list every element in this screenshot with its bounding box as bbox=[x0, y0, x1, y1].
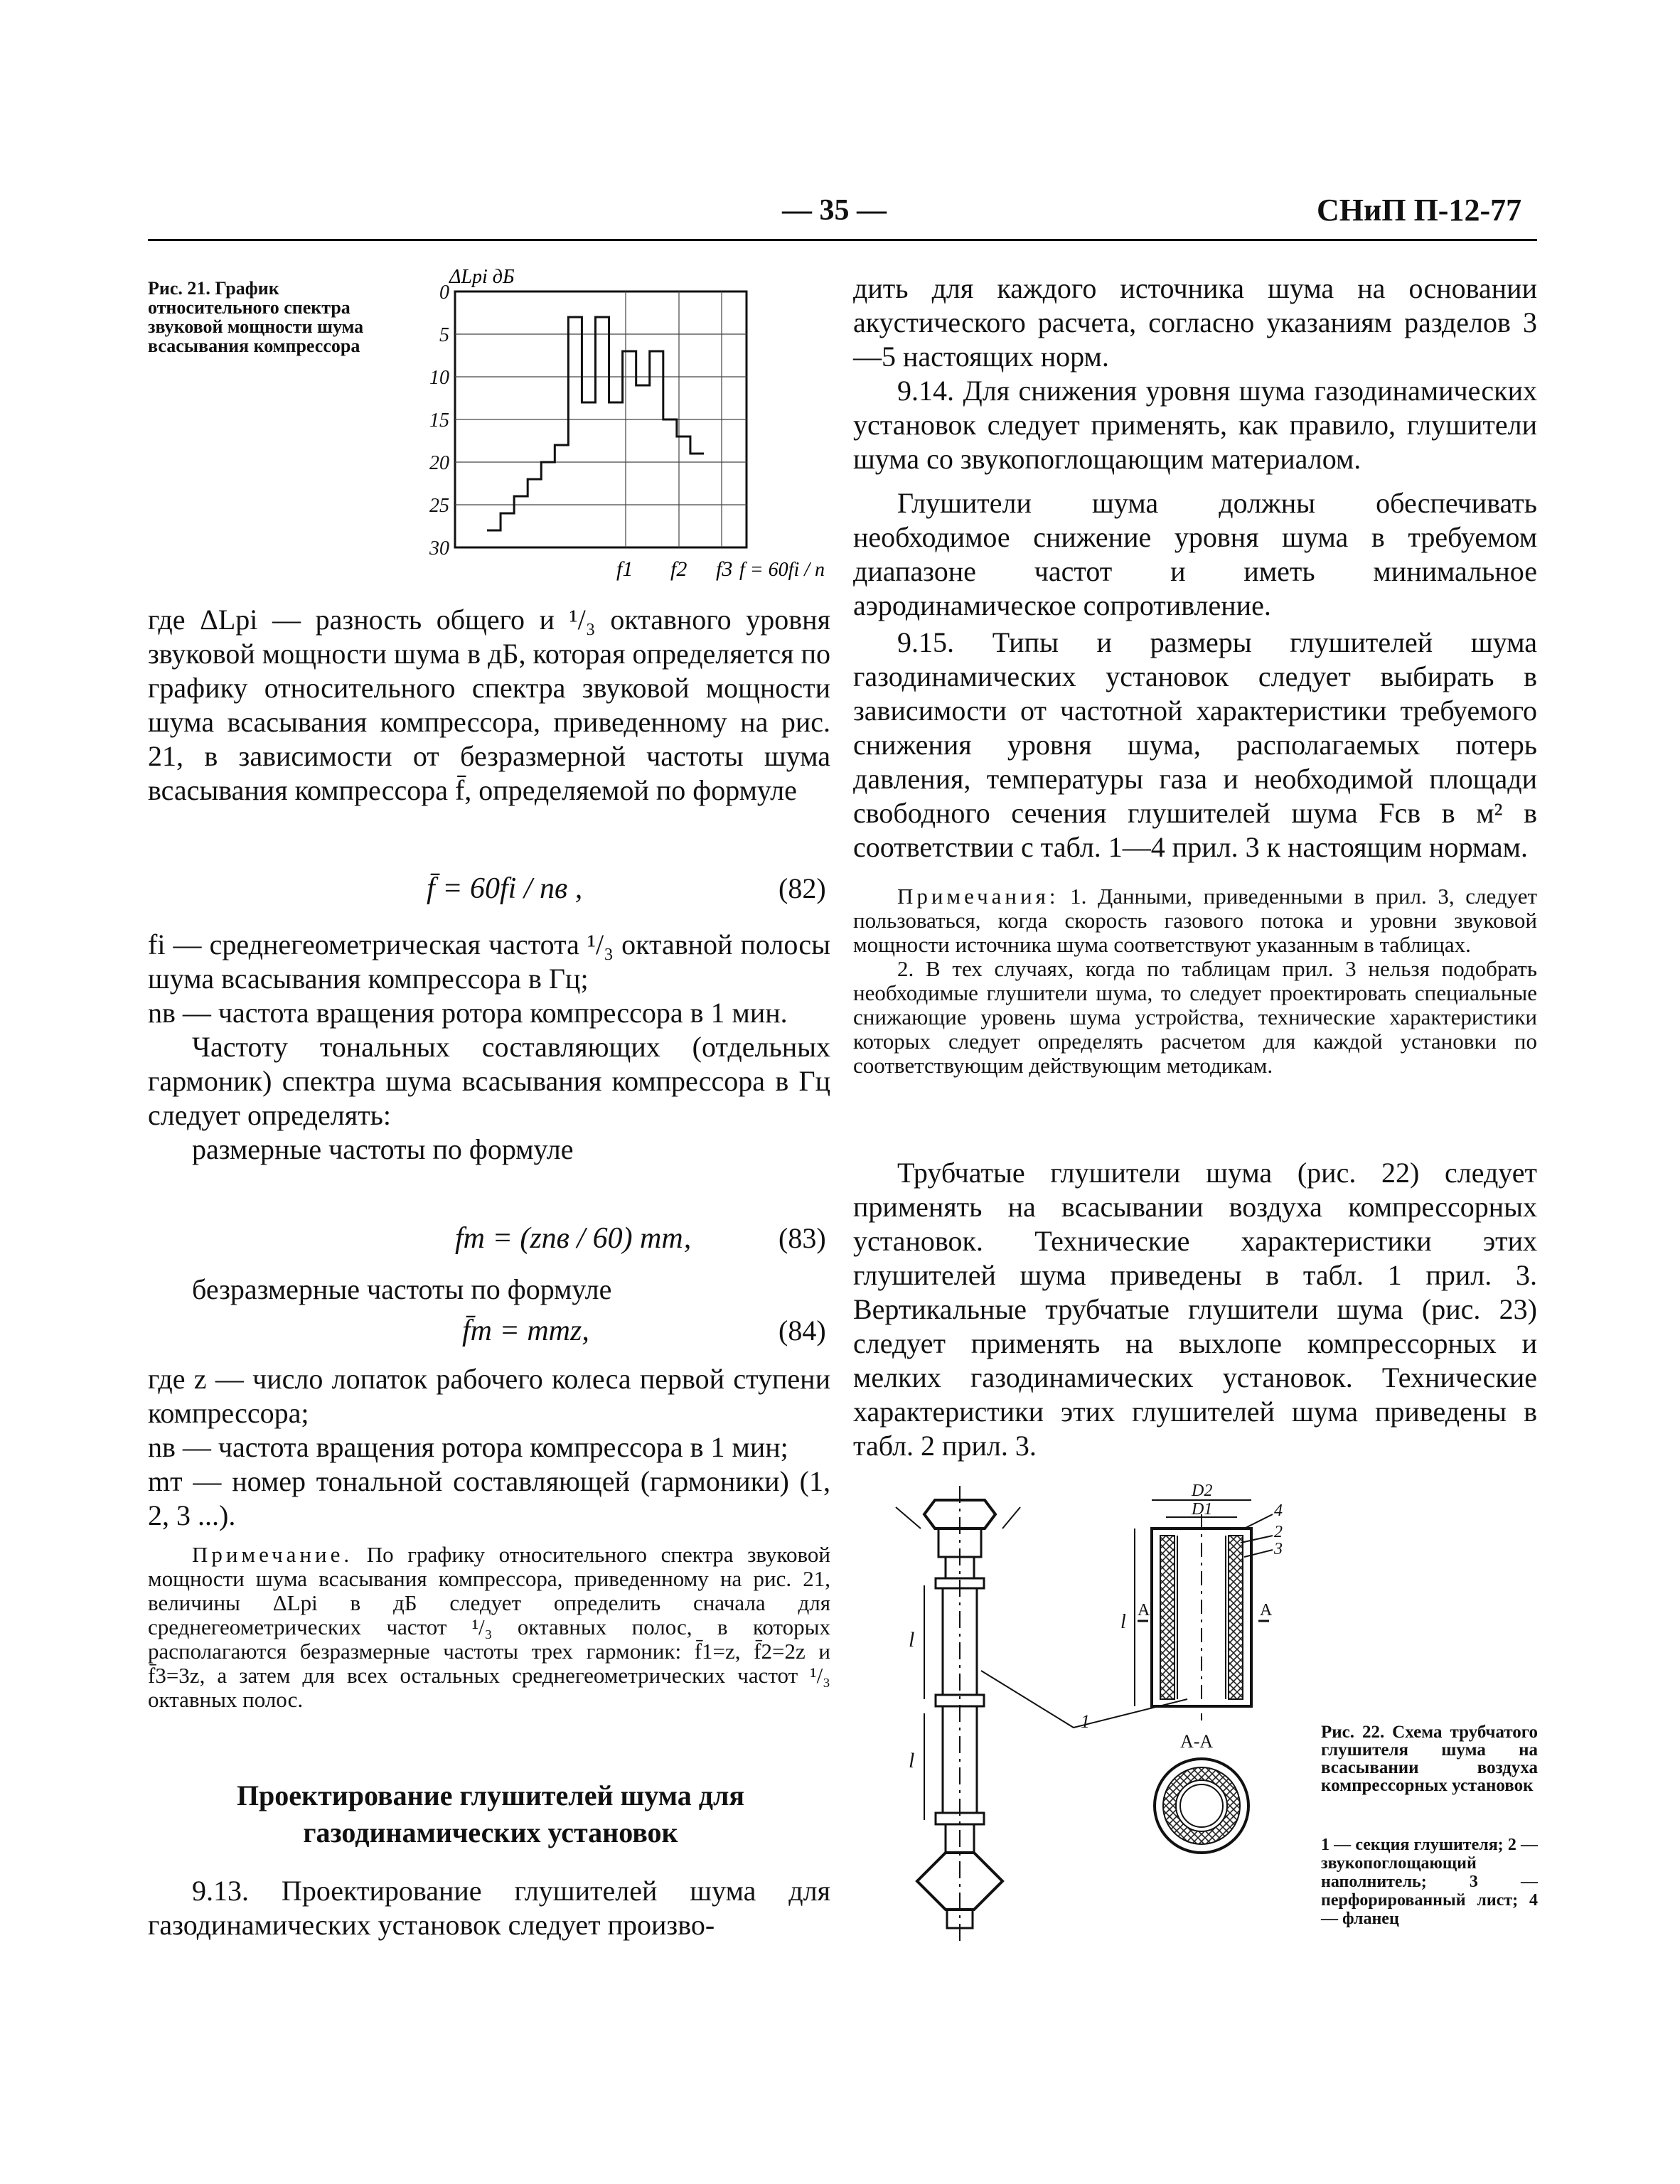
paragraph-tonal: Частоту тональных составляющих (отдельных гармоник) спектра шума всасывания компрессора в Гц следует определять: bbox=[148, 1031, 830, 1131]
chart-xtick-f1: f1 bbox=[616, 557, 633, 581]
fig22-label-d1: D1 bbox=[1192, 1500, 1213, 1519]
note-label: Примечание. bbox=[192, 1542, 353, 1567]
chart-ytick: 30 bbox=[429, 537, 449, 560]
right-column-top bbox=[853, 272, 1537, 864]
figure-22-drawing bbox=[867, 1482, 1308, 1941]
silencer-cross-section bbox=[1155, 1759, 1248, 1853]
formula-82: f̄ = 60fi / nв , bbox=[427, 872, 583, 905]
header-rule bbox=[148, 239, 1537, 241]
paragraph-delta-l: где ΔLpi — разность общего и ¹/₃ октавного уровня звуковой мощности шума в дБ, которая определяется по графику относительного спектра звуковой мощности шума всасывания компрессора, приведенному на рис. 21, в зависимости от безразмерной частоты шума всасывания компрессора f̄, определяемой по формуле bbox=[148, 604, 830, 806]
figure-22-caption: Рис. 22. Схема трубчатого глушителя шума на всасывании воздуха компрессорных установок bbox=[1321, 1723, 1538, 1795]
left-column-bottom bbox=[148, 1874, 830, 1942]
fig22-label-4: 4 bbox=[1274, 1502, 1283, 1520]
paragraph-tubular: Трубчатые глушители шума (рис. 22) следует применять на всасывании воздуха компрессорных установок. Технические характеристики этих глушителей шума приведены в табл. 1 прил. 3. Вертикальные трубчатые глушители шума (рис. 23) следует применять на выхлопе компрессорных и мелких газодинамических установок. Технические характеристики этих глушителей шума приведены в табл. 2 прил. 3. bbox=[853, 1157, 1537, 1462]
note-text: По графику относительного спектра звуковой мощности шума всасывания компрессора, приведенному на рис. 21, величины ΔLpi в дБ следует определить сначала для среднегеометрических частот ¹/₃ октавных полос, в которых располагаются безразмерные частоты трех гармоник: f̄1=z, f̄2=2z и f̄3=3z, а затем для всех остальных среднегеометрических частот ¹/₃ октавных полос. bbox=[148, 1542, 831, 1712]
fig22-label-a-left: А bbox=[1138, 1601, 1150, 1620]
fig22-label-3: 3 bbox=[1274, 1540, 1283, 1558]
fig22-label-a-right: А bbox=[1260, 1601, 1273, 1620]
left-note bbox=[148, 1543, 830, 1712]
notes-label: Примечания: bbox=[897, 884, 1059, 909]
chart-ylabel: ΔLpi дБ bbox=[449, 266, 515, 288]
paragraph-nv: nв — частота вращения ротора компрессора в 1 мин. bbox=[148, 997, 788, 1029]
document-code: СНиП П-12-77 bbox=[1317, 193, 1522, 228]
paragraph-requirements: Глушители шума должны обеспечивать необходимое снижение уровня шума в требуемом диапазоне частот и иметь минимальное аэродинамическое сопротивление. bbox=[853, 487, 1537, 621]
paragraph-mt: mт — номер тональной составляющей (гармоники) (1, 2, 3 ...). bbox=[148, 1465, 830, 1531]
section-heading: Проектирование глушителей шума для газодинамических установок bbox=[236, 1779, 745, 1848]
left-dimless-label: безразмерные частоты по формуле bbox=[192, 1273, 612, 1305]
paragraph-9-14: 9.14. Для снижения уровня шума газодинамических установок следует применять, как правило, глушители шума со звукопоглощающим материалом. bbox=[853, 375, 1537, 475]
formula-82-number: (82) bbox=[779, 872, 826, 904]
formula-84-number: (84) bbox=[779, 1315, 826, 1347]
paragraph-9-15: 9.15. Типы и размеры глушителей шума газодинамических установок следует выбирать в зависимости от частотной характеристики требуемого снижения уровня шума, располагаемых потерь давления, температуры газа и необходимой площади свободного сечения глушителей шума Fсв в м² в соответствии с табл. 1—4 прил. 3 к настоящим нормам. bbox=[853, 626, 1537, 863]
chart-series-line bbox=[487, 317, 704, 530]
silencer-section bbox=[1135, 1500, 1273, 1720]
chart-xtick-f2: f2 bbox=[670, 557, 687, 581]
paragraph-cont: дить для каждого источника шума на основании акустического расчета, согласно указаниям разделов 3—5 настоящих норм. bbox=[853, 272, 1537, 373]
chart-ytick: 20 bbox=[429, 452, 449, 474]
left-column-middle bbox=[148, 928, 830, 1167]
chart-ytick: 5 bbox=[439, 324, 449, 346]
fig22-section-label: А-А bbox=[1180, 1731, 1214, 1752]
chart-ytick: 10 bbox=[429, 367, 449, 389]
paragraph-fi: fi — среднегеометрическая частота ¹/₃ октавной полосы шума всасывания компрессора в Гц; bbox=[148, 928, 830, 995]
fig22-label-2: 2 bbox=[1274, 1523, 1283, 1541]
formula-83-number: (83) bbox=[779, 1222, 826, 1254]
fig22-label-1: 1 bbox=[1081, 1711, 1090, 1732]
chart-xtick-fbar: f = 60fi / n bbox=[739, 559, 825, 581]
figure-21-chart bbox=[412, 263, 825, 597]
chart-ytick: 0 bbox=[439, 282, 449, 304]
note-2: 2. В тех случаях, когда по таблицам прил. 3 нельзя подобрать необходимые глушители шума, то следует проектировать специальные снижающие уровень шума устройства, технические характеристики которых следует определять расчетом для каждой установки по соответствующим действующим методикам. bbox=[853, 956, 1537, 1078]
fig22-label-d2: D2 bbox=[1192, 1482, 1213, 1500]
page-number: — 35 — bbox=[782, 194, 887, 227]
figure-22-legend: 1 — секция глушителя; 2 — звукопоглощающий наполнитель; 3 — перфорированный лист; 4 — фланец bbox=[1321, 1836, 1538, 1928]
left-column-top bbox=[148, 603, 830, 808]
paragraph-z: где z — число лопаток рабочего колеса первой ступени компрессора; bbox=[148, 1363, 830, 1429]
paragraph-9-13: 9.13. Проектирование глушителей шума для газодинамических установок следует произво- bbox=[148, 1875, 830, 1941]
paragraph-nv-2: nв — частота вращения ротора компрессора в 1 мин; bbox=[148, 1431, 788, 1463]
note-1: 1. Данными, приведенными в прил. 3, следует пользоваться, когда скорость газового потока и уровни звуковой мощности источника шума соответствуют указанным в таблицах. bbox=[853, 884, 1538, 957]
silencer-elevation bbox=[896, 1486, 1020, 1941]
formula-84: f̄т = mтz, bbox=[462, 1315, 589, 1347]
right-notes bbox=[853, 884, 1537, 1078]
chart-ytick: 25 bbox=[429, 495, 449, 517]
right-column-bottom bbox=[853, 1156, 1537, 1463]
formula-83: fт = (znв / 60) mт, bbox=[455, 1222, 692, 1255]
paragraph-dimensional: размерные частоты по формуле bbox=[192, 1133, 574, 1165]
fig22-label-l1: l bbox=[909, 1628, 915, 1652]
chart-ytick: 15 bbox=[429, 410, 449, 432]
figure-21-caption: Рис. 21. График относительного спектра звуковой мощности шума всасывания компрессора bbox=[148, 278, 364, 356]
fig22-label-l3: l bbox=[1120, 1611, 1126, 1633]
chart-xtick-f3: f3 bbox=[716, 557, 733, 581]
left-column-defs bbox=[148, 1362, 830, 1533]
fig22-label-l2: l bbox=[909, 1749, 915, 1772]
